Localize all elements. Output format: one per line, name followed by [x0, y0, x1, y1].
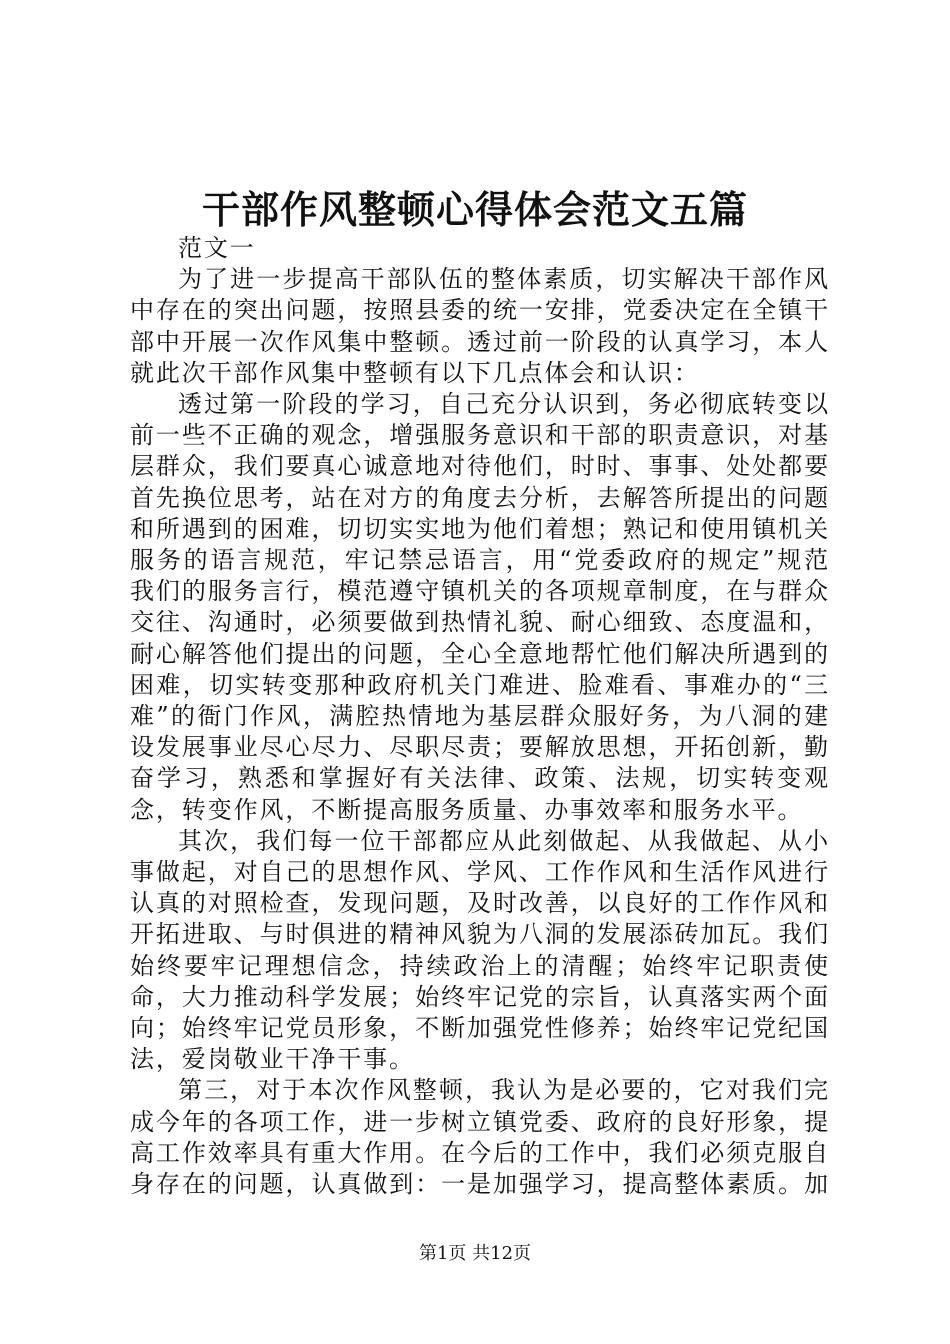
page-number-footer: 第1页 共12页: [418, 1243, 532, 1264]
paragraph-intro: 为了进一步提高干部队伍的整体素质，切实解决干部作风中存在的突出问题，按照县委的统一安排，党委决定在全镇干部中开展一次作风集中整顿。透过前一阶段的认真学习，本人就此次干部作风集中整顿有以下几点体会和认识：: [130, 265, 830, 387]
paragraph-third: 第三，对于本次作风整顿，我认为是必要的，它对我们完成今年的各项工作，进一步树立镇党委、政府的良好形象，提高工作效率具有重大作用。在今后的工作中，我们必须克服自身存在的问题，认真做到：一是加强学习，提高整体素质。加: [130, 1076, 830, 1199]
document-body: [130, 233, 830, 1200]
section-heading: 范文一: [178, 234, 256, 262]
paragraph-second: 其次，我们每一位干部都应从此刻做起、从我做起、从小事做起，对自己的思想作风、学风、工作作风和生活作风进行认真的对照检查，发现问题，及时改善，以良好的工作作风和开拓进取、与时俱进的精神风貌为八洞的发展添砖加瓦。我们始终要牢记理想信念，持续政治上的清醒；始终牢记职责使命，大力推动科学发展；始终牢记党的宗旨，认真落实两个面向；始终牢记党员形象，不断加强党性修养；始终牢记党纪国法，爱岗敬业干净干事。: [130, 826, 830, 1074]
document-title: 干部作风整顿心得体会范文五篇: [201, 187, 748, 232]
paragraph-first-stage: 透过第一阶段的学习，自己充分认识到，务必彻底转变以前一些不正确的观念，增强服务意识和干部的职责意识，对基层群众，我们要真心诚意地对待他们，时时、事事、处处都要首先换位思考，站在对方的角度去分析，去解答所提出的问题和所遇到的困难，切切实实地为他们着想；熟记和使用镇机关服务的语言规范，牢记禁忌语言，用“党委政府的规定”规范我们的服务言行，模范遵守镇机关的各项规章制度，在与群众交往、沟通时，必须要做到热情礼貌、耐心细致、态度温和，耐心解答他们提出的问题，全心全意地帮忙他们解决所遇到的困难，切实转变那种政府机关门难进、脸难看、事难办的“三难”的衙门作风，满腔热情地为基层群众服好务，为八洞的建设发展事业尽心尽力、尽职尽责；要解放思想，开拓创新，勤奋学习，熟悉和掌握好有关法律、政策、法规，切实转变观念，转变作风，不断提高服务质量、办事效率和服务水平。: [130, 390, 830, 824]
